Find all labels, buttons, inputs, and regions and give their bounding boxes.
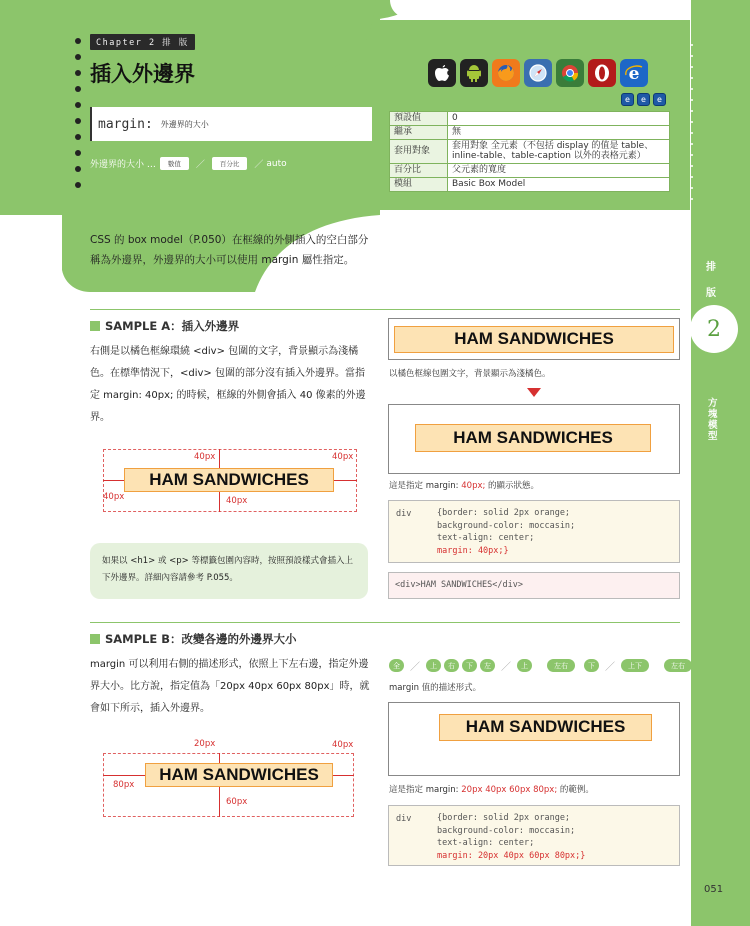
diagram-label-top: 40px [194,452,216,462]
property-desc: 外邊界的大小 [160,119,209,129]
arrow-bottom [219,787,220,817]
section-rule [90,309,680,310]
ie-version-icons [621,93,666,106]
ie-icon: e [637,93,650,106]
caption: 以橘色框線包圍文字，背景顯示為淺橘色。 [389,369,551,379]
section-marker [90,321,100,331]
arrow-right [333,775,354,776]
bullet-dot [75,102,81,108]
sample-a-text: 右側是以橘色框線環繞 <div> 包圍的文字，背景顯示為淺橘色。在標準情況下，<div> 包圍的部分沒有插入外邊界。當指定 margin: 40px; 的時候，框線的外側會插入 40 像素的外邊界。 [90,346,366,423]
property-name: margin: [98,116,153,132]
browser-support-icons [428,59,648,87]
bullet-dot [75,134,81,140]
note-box: 如果以 <h1> 或 <p> 等標籤包圍內容時，按照預設樣式會插入上下外邊界。詳細內容請參考 P.055。 [90,543,368,599]
bullet-dot [75,150,81,156]
separator: ／ [605,662,615,673]
spec-table [389,111,670,192]
section-marker [90,634,100,644]
page-number: 051 [704,884,724,895]
svg-text:e: e [628,64,640,83]
syntax-pill: 左右 [547,659,575,672]
bullet-dot [75,70,81,76]
safari-icon [524,59,552,87]
ham-box: HAM SANDWICHES [124,468,334,492]
ham-box: HAM SANDWICHES [145,763,333,787]
section-rule [90,622,680,623]
syntax-pill: 左 [480,659,495,672]
diagram-label-right: 40px [332,740,354,750]
android-icon [460,59,488,87]
separator: ／ [195,160,205,170]
firefox-icon [492,59,520,87]
bullet-dot [75,166,81,172]
syntax-pill: 上 [517,659,532,672]
bullet-dot [75,182,81,188]
section-title: SAMPLE B：改變各邊的外邊界大小 [90,631,297,647]
chapter-tag: Chapter 2 排 版 [90,34,195,50]
caption: margin 值的描述形式。 [389,683,482,693]
html-code-block: <div>HAM SANDWICHES</div> [388,572,680,599]
syntax-pill: 右 [444,659,459,672]
diagram-label-left: 80px [113,780,135,790]
value-chip: 百分比 [212,157,248,170]
sidebar-section-label: 方塊模型 [708,398,718,442]
separator: ／ [254,160,264,170]
intro-text: CSS 的 box model（P.050）在框線的外側插入的空白部分稱為外邊界，外邊界的大小可以使用 margin 屬性指定。 [90,234,369,266]
value-line [90,157,287,170]
table-row: 套用對象 套用對象 全元素（不包括 display 的值是 table、inline-table、table-caption 以外的表格元素） [390,139,670,164]
ham-box: HAM SANDWICHES [415,424,651,452]
diagram-label-top: 20px [194,739,216,749]
diagram-label-bottom: 60px [226,797,248,807]
margin-syntax-pills [389,658,692,673]
syntax-pill: 下 [584,659,599,672]
sidebar-dots [691,44,695,209]
caption: 這是指定 margin: 20px 40px 60px 80px; 的範例。 [389,785,594,795]
chapter-number: 2 [690,305,738,353]
ie-icon: e [621,93,634,106]
bullet-dot [75,86,81,92]
syntax-pill: 左右 [664,659,692,672]
arrow-top [219,753,220,763]
arrow-bottom [219,492,220,512]
opera-icon [588,59,616,87]
property-box [90,107,372,141]
bullet-dot [75,118,81,124]
separator: ／ [501,662,511,673]
diagram-label-right: 40px [332,452,354,462]
chrome-icon [556,59,584,87]
apple-icon [428,59,456,87]
diagram-label-bottom: 40px [226,496,248,506]
syntax-pill: 全 [389,659,404,672]
table-row: 預設值 0 [390,112,670,126]
value-chip: 數值 [160,157,189,170]
bullet-dot [75,54,81,60]
separator: ／ [410,662,420,673]
ie-icon: e [653,93,666,106]
ie-icon [620,59,648,87]
value-auto: auto [266,158,287,169]
sidebar-label: 版 [706,288,716,299]
page-title: 插入外邊界 [90,62,195,86]
table-row: 繼承 無 [390,125,670,139]
arrow-left [103,480,124,481]
table-row: 模組 Basic Box Model [390,177,670,191]
table-row: 百分比 父元素的寬度 [390,164,670,178]
arrow-right [334,480,357,481]
diagram-label-left: 40px [103,492,125,502]
syntax-pill: 上下 [621,659,649,672]
syntax-pill: 下 [462,659,477,672]
css-code-block: div {border: solid 2px orange; background-color: moccasin; text-align: center; margin: 20px 40px 60px 80px;} [388,805,680,866]
sample-b-text: margin 可以利用右側的描述形式，依照上下左右邊，指定外邊界大小。比方說，指定值為「20px 40px 60px 80px」時，就會如下所示，插入外邊界。 [90,659,370,714]
ham-box: HAM SANDWICHES [394,326,674,353]
bullet-dot [75,38,81,44]
sidebar-label: 排 [706,262,716,273]
css-code-block: div {border: solid 2px orange; background-color: moccasin; text-align: center; margin: 40px;} [388,500,680,563]
value-label: 外邊界的大小 … [90,160,156,170]
arrow-left [103,775,145,776]
ham-box: HAM SANDWICHES [439,714,652,741]
syntax-pill: 上 [426,659,441,672]
chapter-sidebar [691,0,750,926]
arrow-down-icon [527,388,541,397]
arrow-top [219,449,220,468]
section-title: SAMPLE A：插入外邊界 [90,318,239,334]
caption: 這是指定 margin: 40px; 的顯示狀態。 [389,481,540,491]
